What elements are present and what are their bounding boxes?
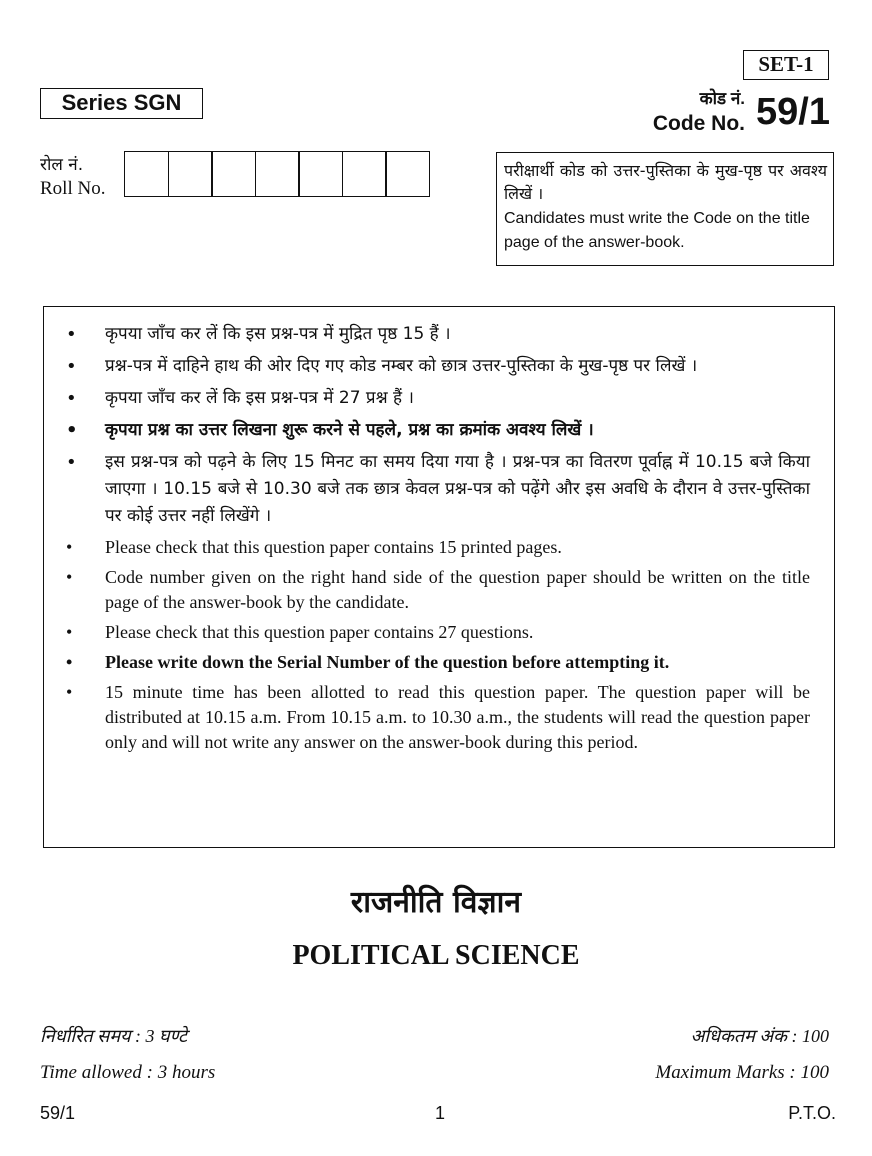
instruction-text: Please check that this question paper contains 15 printed pages. xyxy=(105,537,562,557)
roll-number-cell[interactable] xyxy=(124,151,169,197)
time-allowed-hindi: निर्धारित समय : 3 घण्टे xyxy=(40,1026,188,1046)
roll-label-hindi: रोल नं. xyxy=(40,155,84,175)
instruction-item xyxy=(44,385,834,412)
roll-number-cell[interactable] xyxy=(385,151,430,197)
subject-title: POLITICAL SCIENCE xyxy=(292,940,580,971)
roll-label: Roll No. xyxy=(40,178,106,199)
bullet-icon: • xyxy=(66,356,77,377)
roll-number-cell[interactable] xyxy=(255,151,300,197)
instructions-box xyxy=(43,306,835,848)
instruction-item xyxy=(44,321,834,348)
bullet-icon: • xyxy=(66,652,73,672)
candidate-note-hindi: परीक्षार्थी कोड को उत्तर-पुस्तिका के मुख-पृष्ठ पर अवश्य लिखें । xyxy=(504,161,827,203)
code-label: Code No. xyxy=(652,112,745,135)
pto-label: P.T.O. xyxy=(788,1103,836,1123)
instruction-text: Please check that this question paper contains 27 questions. xyxy=(105,622,534,642)
instruction-text: कृपया प्रश्न का उत्तर लिखना शुरू करने से पहले, प्रश्न का क्रमांक अवश्य लिखें । xyxy=(105,420,594,440)
instruction-item xyxy=(44,535,834,560)
bullet-icon: • xyxy=(66,452,77,473)
max-marks-hindi: अधिकतम अंक : 100 xyxy=(690,1026,829,1046)
instruction-text: इस प्रश्न-पत्र को पढ़ने के लिए 15 मिनट का समय दिया गया है । प्रश्न-पत्र का वितरण पूर्वाह्न में 10.15 बजे किया जाएगा । 10.15 बजे से 10.30 बजे तक छात्र केवल प्रश्न-पत्र को पढ़ेंगे और इस अवधि के दौरान वे उत्तर-पुस्तिका पर कोई उत्तर नहीं लिखेंगे । xyxy=(105,452,810,526)
bullet-icon: • xyxy=(66,622,73,642)
roll-number-cell[interactable] xyxy=(298,151,343,197)
instruction-text: Code number given on the right hand side of the question paper should be written on the title page of the answer-book by the candidate. xyxy=(105,567,810,612)
bullet-icon: • xyxy=(66,420,78,441)
page-number: 1 xyxy=(434,1103,445,1123)
instruction-item xyxy=(44,650,834,675)
roll-number-cell[interactable] xyxy=(211,151,256,197)
instruction-item xyxy=(44,353,834,380)
roll-number-cell[interactable] xyxy=(342,151,387,197)
candidate-code-note xyxy=(496,152,834,266)
subject-title-hindi: राजनीति विज्ञान xyxy=(350,885,522,920)
bullet-icon: • xyxy=(66,537,73,557)
instruction-item xyxy=(44,417,834,444)
instruction-item xyxy=(44,620,834,645)
instructions-list xyxy=(44,321,834,760)
footer-code: 59/1 xyxy=(40,1103,76,1123)
instruction-text: कृपया जाँच कर लें कि इस प्रश्न-पत्र में मुद्रित पृष्ठ 15 हैं । xyxy=(105,324,451,344)
bullet-icon: • xyxy=(66,682,73,702)
roll-number-cell[interactable] xyxy=(168,151,213,197)
candidate-note-english: Candidates must write the Code on the title page of the answer-book. xyxy=(504,210,810,251)
set-label: SET-1 xyxy=(743,50,829,80)
code-label-hindi: कोड नं. xyxy=(699,89,745,108)
bullet-icon: • xyxy=(66,324,77,345)
instruction-text: कृपया जाँच कर लें कि इस प्रश्न-पत्र में 27 प्रश्न हैं । xyxy=(105,388,414,408)
instruction-item xyxy=(44,680,834,755)
bullet-icon: • xyxy=(66,567,73,587)
instruction-text: प्रश्न-पत्र में दाहिने हाथ की ओर दिए गए कोड नम्बर को छात्र उत्तर-पुस्तिका के मुख-पृष्ठ पर लिखें । xyxy=(105,356,698,376)
instruction-item xyxy=(44,565,834,615)
code-number: 59/1 xyxy=(756,91,830,133)
instruction-item xyxy=(44,449,834,530)
instruction-text: 15 minute time has been allotted to read this question paper. The question paper will be distributed at 10.15 a.m. From 10.15 a.m. to 10.30 a.m., the students will read the question paper only and will not write any answer on the answer-book during this period. xyxy=(105,682,810,752)
bullet-icon: • xyxy=(66,388,77,409)
max-marks: Maximum Marks : 100 xyxy=(655,1062,829,1083)
roll-number-boxes[interactable] xyxy=(124,151,430,197)
instruction-text: Please write down the Serial Number of the question before attempting it. xyxy=(105,652,670,672)
series-label: Series SGN xyxy=(40,88,203,119)
time-allowed: Time allowed : 3 hours xyxy=(40,1062,216,1083)
